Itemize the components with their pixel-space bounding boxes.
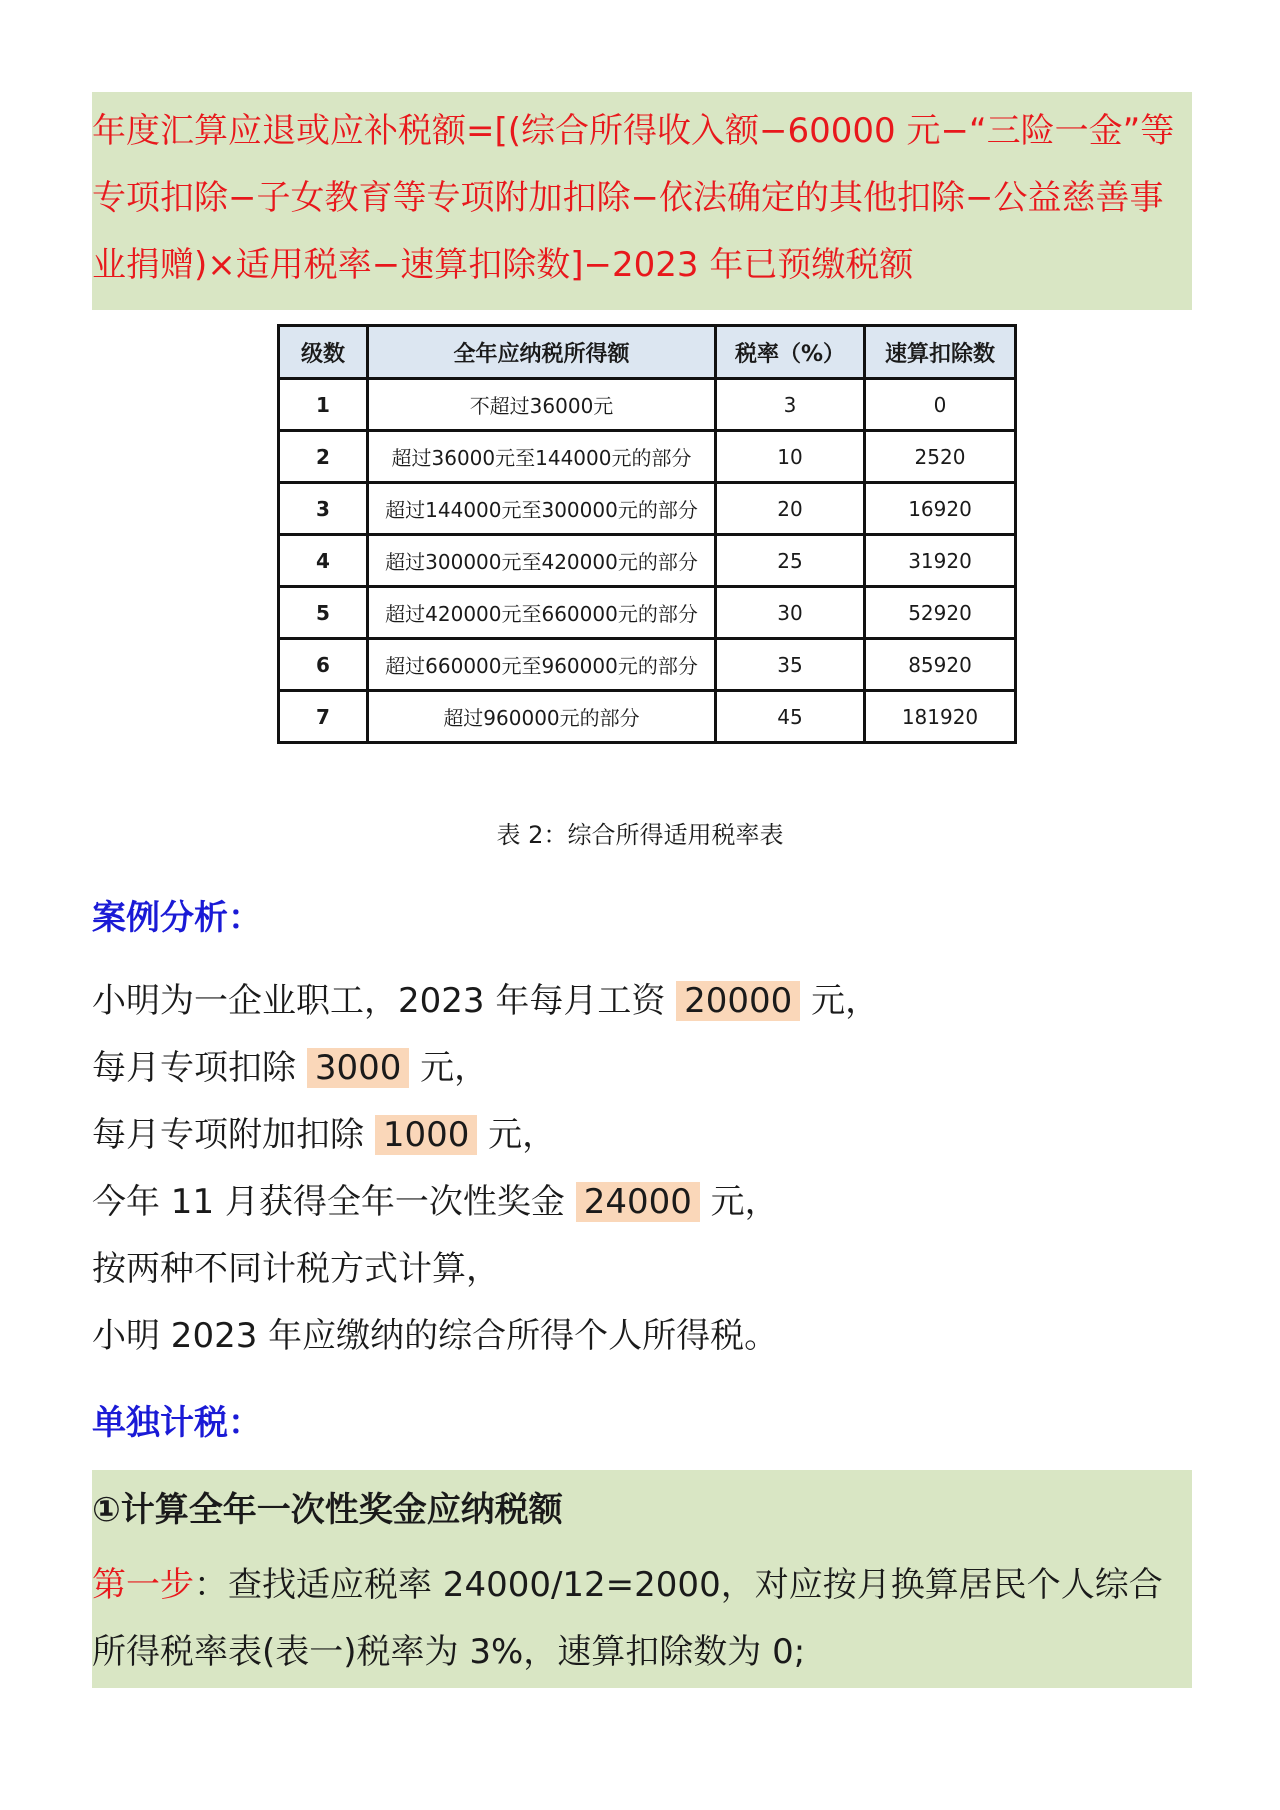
cell-level: 6 (279, 639, 368, 691)
cell-rate: 3 (716, 379, 865, 431)
cell-range: 不超过36000元 (368, 379, 716, 431)
cell-rate: 35 (716, 639, 865, 691)
cell-deduction: 52920 (865, 587, 1016, 639)
case-text: 今年 11 月获得全年一次性奖金 (92, 1182, 576, 1222)
case-analysis-heading: 案例分析： (92, 898, 262, 938)
step-title: ①计算全年一次性奖金应纳税额 (92, 1490, 563, 1530)
cell-rate: 20 (716, 483, 865, 535)
cell-range: 超过420000元至660000元的部分 (368, 587, 716, 639)
case-line-special-deduction (92, 1035, 879, 1102)
formula-box (92, 92, 1192, 310)
header-income: 全年应纳税所得额 (368, 326, 716, 379)
highlight-value: 3000 (307, 1048, 410, 1088)
case-text: 每月专项附加扣除 (92, 1115, 375, 1155)
cell-level: 7 (279, 691, 368, 743)
cell-deduction: 16920 (865, 483, 1016, 535)
cell-range: 超过144000元至300000元的部分 (368, 483, 716, 535)
table-row (279, 379, 1016, 431)
case-text: 每月专项扣除 (92, 1048, 307, 1088)
cell-deduction: 31920 (865, 535, 1016, 587)
cell-level: 4 (279, 535, 368, 587)
cell-deduction: 85920 (865, 639, 1016, 691)
step-box (92, 1470, 1192, 1688)
table-row (279, 691, 1016, 743)
cell-deduction: 0 (865, 379, 1016, 431)
highlight-value: 20000 (676, 981, 800, 1021)
cell-deduction: 181920 (865, 691, 1016, 743)
case-text: 元， (699, 1182, 779, 1222)
cell-range: 超过660000元至960000元的部分 (368, 639, 716, 691)
case-lines (92, 968, 879, 1370)
table-row (279, 483, 1016, 535)
case-line-additional-deduction (92, 1102, 879, 1169)
header-deduction: 速算扣除数 (865, 326, 1016, 379)
header-rate: 税率（%） (716, 326, 865, 379)
case-line-salary (92, 968, 879, 1035)
step-body: ：查找适应税率 24000/12=2000，对应按月换算居民个人综合所得税率表(表一)税率为 3%，速算扣除数为 0; (92, 1565, 1163, 1672)
case-text: 元， (477, 1115, 557, 1155)
formula-text: 年度汇算应退或应补税额=[(综合所得收入额−60000 元−“三险一金”等专项扣除−子女教育等专项附加扣除−依法确定的其他扣除−公益慈善事业捐赠)×适用税率−速算扣除数]−2023 年已预缴税额 (92, 111, 1175, 285)
table-row (279, 587, 1016, 639)
header-level: 级数 (279, 326, 368, 379)
table-caption: 表 2：综合所得适用税率表 (496, 821, 784, 849)
cell-level: 5 (279, 587, 368, 639)
cell-range: 超过960000元的部分 (368, 691, 716, 743)
case-line-methods: 按两种不同计税方式计算， (92, 1249, 500, 1289)
table-header-row (279, 326, 1016, 379)
separate-tax-heading: 单独计税： (92, 1403, 262, 1443)
cell-level: 1 (279, 379, 368, 431)
highlight-value: 1000 (375, 1115, 478, 1155)
tax-rate-table (277, 324, 1017, 744)
table-row (279, 431, 1016, 483)
cell-rate: 10 (716, 431, 865, 483)
cell-range: 超过300000元至420000元的部分 (368, 535, 716, 587)
case-text: 元， (409, 1048, 489, 1088)
case-line-question: 小明 2023 年应缴纳的综合所得个人所得税。 (92, 1316, 779, 1356)
case-line-bonus (92, 1169, 879, 1236)
case-text: 小明为一企业职工，2023 年每月工资 (92, 981, 677, 1021)
cell-deduction: 2520 (865, 431, 1016, 483)
step-label: 第一步 (92, 1565, 194, 1605)
cell-range: 超过36000元至144000元的部分 (368, 431, 716, 483)
cell-rate: 25 (716, 535, 865, 587)
highlight-value: 24000 (576, 1182, 700, 1222)
table-row (279, 639, 1016, 691)
step-text (92, 1552, 1192, 1686)
cell-rate: 45 (716, 691, 865, 743)
cell-level: 2 (279, 431, 368, 483)
case-text: 元， (800, 981, 880, 1021)
cell-level: 3 (279, 483, 368, 535)
table-row (279, 535, 1016, 587)
cell-rate: 30 (716, 587, 865, 639)
